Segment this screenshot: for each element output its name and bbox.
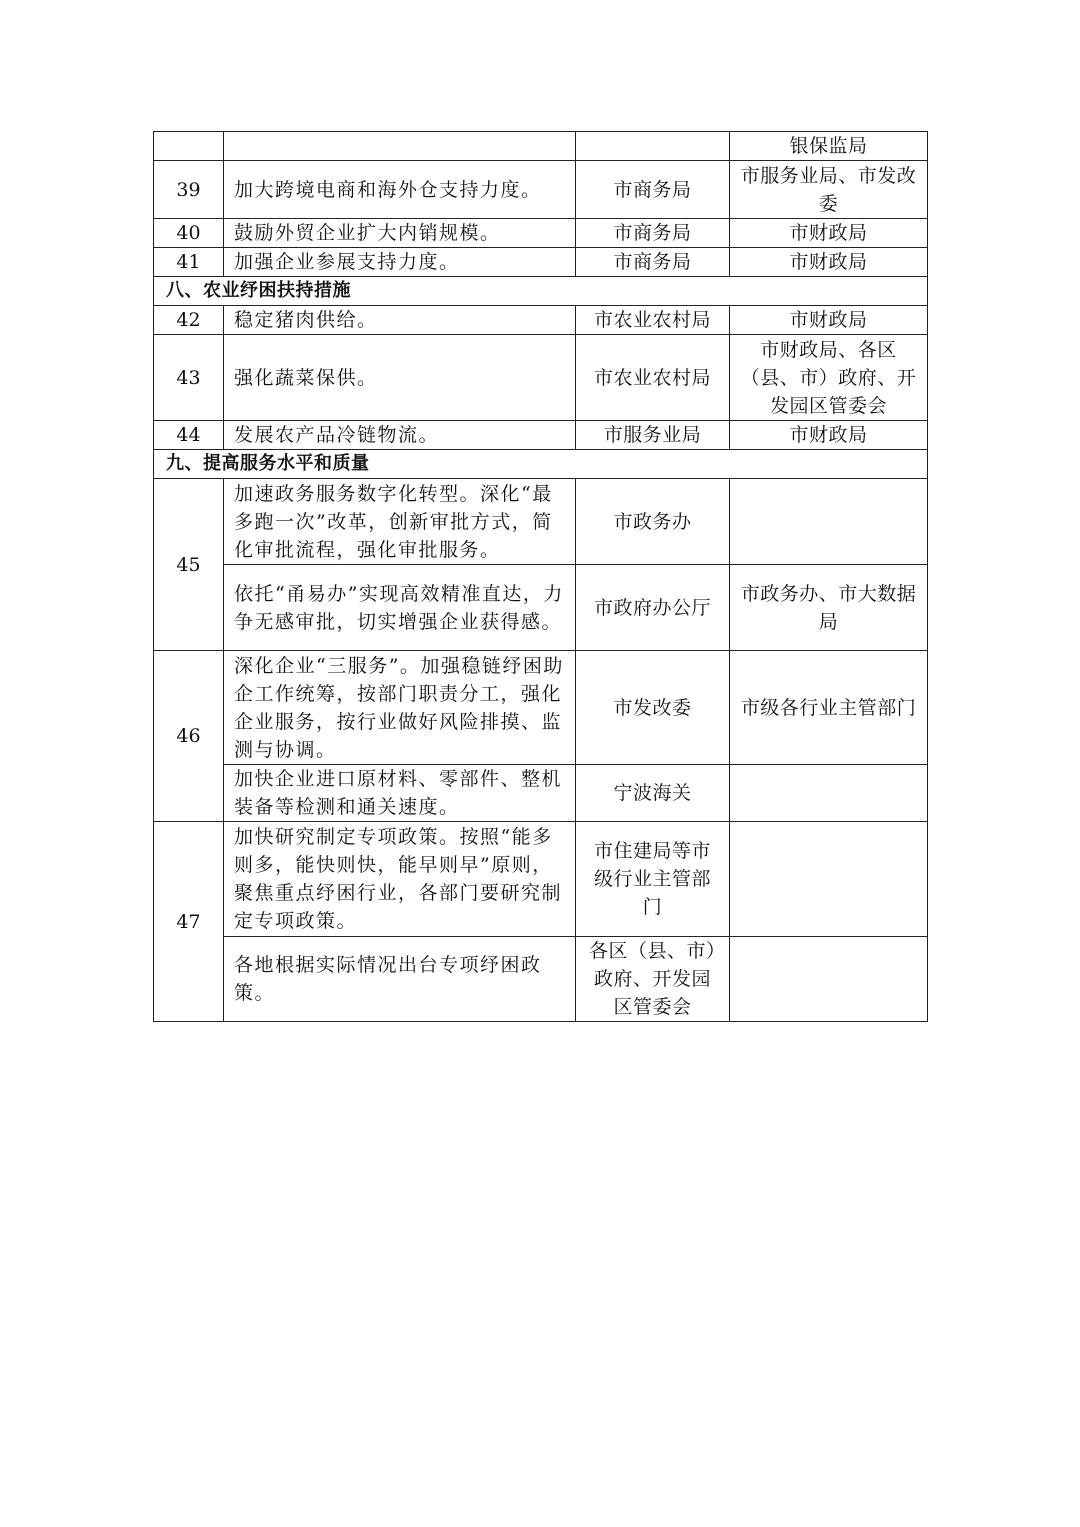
table-row	[154, 822, 928, 937]
measure-text: 发展农产品冷链物流。	[224, 421, 576, 450]
measure-text: 依托“甬易办”实现高效精准直达，力争无感审批，切实增强企业获得感。	[224, 565, 576, 651]
lead-department: 市农业农村局	[576, 335, 730, 421]
cooperating-departments: 市财政局	[730, 219, 928, 248]
measure-text	[224, 132, 576, 161]
lead-department: 市住建局等市级行业主管部门	[576, 822, 730, 937]
item-number: 43	[154, 335, 224, 421]
table-row	[154, 306, 928, 335]
item-number: 41	[154, 248, 224, 277]
lead-department: 市商务局	[576, 248, 730, 277]
item-number: 46	[154, 651, 224, 822]
cooperating-departments: 市财政局、各区（县、市）政府、开发园区管委会	[730, 335, 928, 421]
lead-department: 市服务业局	[576, 421, 730, 450]
item-number: 39	[154, 161, 224, 219]
table-row	[154, 565, 928, 651]
table-row	[154, 937, 928, 1022]
measure-text: 加快企业进口原材料、零部件、整机装备等检测和通关速度。	[224, 765, 576, 822]
item-number	[154, 132, 224, 161]
measure-text: 加快研究制定专项政策。按照“能多则多，能快则快，能早则早”原则，聚焦重点纾困行业，各部门要研究制定专项政策。	[224, 822, 576, 937]
lead-department: 市农业农村局	[576, 306, 730, 335]
cooperating-departments: 市服务业局、市发改委	[730, 161, 928, 219]
lead-department: 市商务局	[576, 161, 730, 219]
policy-table	[153, 131, 928, 1022]
section-title: 八、农业纾困扶持措施	[154, 277, 928, 306]
section-header-row	[154, 450, 928, 479]
cooperating-departments: 市财政局	[730, 306, 928, 335]
table-row	[154, 479, 928, 565]
item-number: 40	[154, 219, 224, 248]
section-header-row	[154, 277, 928, 306]
lead-department: 各区（县、市）政府、开发园区管委会	[576, 937, 730, 1022]
table-row	[154, 335, 928, 421]
measure-text: 加大跨境电商和海外仓支持力度。	[224, 161, 576, 219]
measure-text: 稳定猪肉供给。	[224, 306, 576, 335]
item-number: 44	[154, 421, 224, 450]
cooperating-departments: 市级各行业主管部门	[730, 651, 928, 765]
table-row	[154, 132, 928, 161]
item-number: 47	[154, 822, 224, 1022]
cooperating-departments: 市财政局	[730, 421, 928, 450]
table-row	[154, 161, 928, 219]
cooperating-departments: 市政务办、市大数据局	[730, 565, 928, 651]
lead-department: 市商务局	[576, 219, 730, 248]
measure-text: 深化企业“三服务”。加强稳链纾困助企工作统筹，按部门职责分工，强化企业服务，按行业做好风险排摸、监测与协调。	[224, 651, 576, 765]
item-number: 45	[154, 479, 224, 651]
lead-department	[576, 132, 730, 161]
cooperating-departments	[730, 479, 928, 565]
measure-text: 加速政务服务数字化转型。深化“最多跑一次”改革，创新审批方式，简化审批流程，强化审批服务。	[224, 479, 576, 565]
measure-text: 各地根据实际情况出台专项纾困政策。	[224, 937, 576, 1022]
measure-text: 强化蔬菜保供。	[224, 335, 576, 421]
table-row	[154, 219, 928, 248]
lead-department: 宁波海关	[576, 765, 730, 822]
lead-department: 市政务办	[576, 479, 730, 565]
cooperating-departments	[730, 822, 928, 937]
cooperating-departments: 银保监局	[730, 132, 928, 161]
measure-text: 鼓励外贸企业扩大内销规模。	[224, 219, 576, 248]
table-row	[154, 765, 928, 822]
section-title: 九、提高服务水平和质量	[154, 450, 928, 479]
measure-text: 加强企业参展支持力度。	[224, 248, 576, 277]
table-row	[154, 248, 928, 277]
lead-department: 市发改委	[576, 651, 730, 765]
cooperating-departments	[730, 765, 928, 822]
table-row	[154, 421, 928, 450]
cooperating-departments: 市财政局	[730, 248, 928, 277]
item-number: 42	[154, 306, 224, 335]
table-row	[154, 651, 928, 765]
lead-department: 市政府办公厅	[576, 565, 730, 651]
cooperating-departments	[730, 937, 928, 1022]
